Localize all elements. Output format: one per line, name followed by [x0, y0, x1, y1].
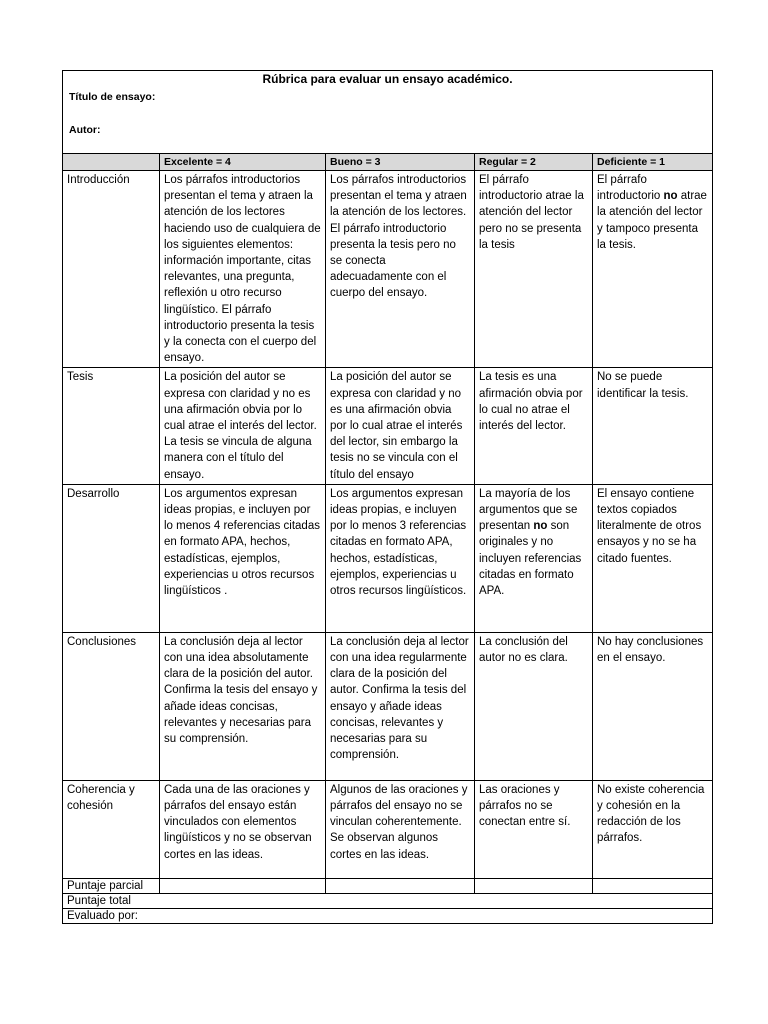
level-deficient: Deficiente = 1: [593, 154, 713, 171]
criterion-row-conclusions: [63, 632, 713, 780]
level-regular: Regular = 2: [475, 154, 593, 171]
descriptor-text: Algunos de las oraciones y párrafos del ensayo no se vinculan coherentemente. Se observan algunos cortes en las ideas.: [330, 783, 468, 861]
descriptor-text: Los argumentos expresan ideas propias, e incluyen por lo menos 3 referencias citadas en formato APA, hechos, estadísticas, ejemplos, experiencias u otros recursos lingüísticos.: [330, 487, 467, 598]
descriptor-cell: [475, 171, 593, 368]
descriptor-text: El párrafo introductorio: [597, 174, 664, 203]
descriptor-cell: [160, 171, 326, 368]
descriptor-cell: [326, 632, 475, 780]
criterion-label: Introducción: [63, 171, 160, 368]
descriptor-text: La conclusión del autor no es clara.: [479, 635, 568, 665]
essay-title-label: Título de ensayo:: [69, 91, 156, 103]
header-cell: [63, 71, 713, 154]
document-title: Rúbrica para evaluar un ensayo académico.: [262, 72, 513, 86]
criterion-row-thesis: [63, 368, 713, 484]
descriptor-text: Los párrafos introductorios presentan el tema y atraen la atención de los lectores. El párrafo introductorio presenta la tesis pero no se conecta adecuadamente con el cuerpo del ensayo.: [330, 174, 467, 300]
criterion-label: Conclusiones: [63, 632, 160, 780]
partial-score-cell: [160, 878, 326, 893]
emphasis-text: no: [533, 520, 548, 533]
levels-corner-cell: [63, 154, 160, 171]
criterion-label: Coherencia y cohesión: [63, 780, 160, 878]
descriptor-text: Los argumentos expresan ideas propias, e incluyen por lo menos 4 referencias citadas en formato APA, hechos, estadísticas, ejemplos, experiencias u otros recursos lingüísticos .: [164, 487, 320, 598]
total-score-row: [63, 893, 713, 908]
descriptor-cell: [326, 780, 475, 878]
descriptor-text: No existe coherencia y cohesión en la redacción de los párrafos.: [597, 783, 705, 845]
descriptor-cell: [593, 484, 713, 632]
descriptor-cell: [326, 171, 475, 368]
rubric-table: [62, 70, 713, 924]
descriptor-cell: [475, 632, 593, 780]
level-good: Bueno = 3: [326, 154, 475, 171]
partial-score-label: Puntaje parcial: [63, 878, 160, 893]
descriptor-text: Cada una de las oraciones y párrafos del ensayo están vinculados con elementos lingüísticos y no se observan cortes en las ideas.: [164, 783, 312, 861]
descriptor-cell: [160, 368, 326, 484]
author-label: Autor:: [69, 124, 101, 136]
descriptor-cell: [475, 368, 593, 484]
total-score-label: Puntaje total: [63, 893, 713, 908]
descriptor-text: El párrafo introductorio atrae la atención del lector pero no se presenta la tesis: [479, 174, 584, 251]
descriptor-text: La conclusión deja al lector con una idea absolutamente clara de la posición del autor. Confirma la tesis del ensayo y añade ideas concisas, relevantes y necesarias para su comprensión.: [164, 635, 318, 746]
descriptor-cell: [593, 632, 713, 780]
level-excellent: Excelente = 4: [160, 154, 326, 171]
descriptor-text: son originales y no incluyen referencias citadas en formato APA.: [479, 520, 582, 598]
descriptor-text: La posición del autor se expresa con claridad y no es una afirmación obvia por lo cual atrae el interés del lector, sin embargo la tesis no se vincula con el título del ensayo: [330, 371, 463, 481]
evaluated-by-row: [63, 908, 713, 923]
descriptor-text: No hay conclusiones en el ensayo.: [597, 635, 704, 665]
partial-score-cell: [326, 878, 475, 893]
partial-score-cell: [475, 878, 593, 893]
criterion-label: Tesis: [63, 368, 160, 484]
descriptor-cell: [326, 484, 475, 632]
descriptor-text: No se puede identificar la tesis.: [597, 371, 689, 400]
descriptor-cell: [160, 484, 326, 632]
descriptor-text: La conclusión deja al lector con una idea regularmente clara de la posición del autor. Confirma la tesis del ensayo y añade ideas concisas, relevantes y necesarias para su comprensión.: [330, 635, 469, 762]
descriptor-text: La tesis es una afirmación obvia por lo cual no atrae el interés del lector.: [479, 371, 583, 433]
header-row: [63, 71, 713, 154]
descriptor-text: Los párrafos introductorios presentan el tema y atraen la atención de los lectores haciendo uso de cualquiera de los siguientes elementos: información importante, citas relevantes, una pregunta, reflexión u otro recurso lingüístico. El párrafo introductorio presenta la tesis y la conecta con el cuerpo del ensayo.: [164, 174, 321, 365]
descriptor-text: La posición del autor se expresa con claridad y no es una afirmación obvia por lo cual atrae el interés del lector. La tesis se vincula de alguna manera con el título del ensayo.: [164, 371, 317, 481]
descriptor-text: La mayoría de los argumentos que se presentan: [479, 487, 578, 533]
levels-row: [63, 154, 713, 171]
descriptor-text: Las oraciones y párrafos no se conectan entre sí.: [479, 783, 571, 829]
descriptor-cell: [160, 632, 326, 780]
criterion-row-development: [63, 484, 713, 632]
criterion-label: Desarrollo: [63, 484, 160, 632]
partial-score-cell: [593, 878, 713, 893]
emphasis-text: no: [663, 190, 678, 203]
criterion-row-coherence: [63, 780, 713, 878]
descriptor-cell: [326, 368, 475, 484]
descriptor-cell: [593, 171, 713, 368]
evaluated-by-label: Evaluado por:: [63, 908, 713, 923]
partial-score-row: [63, 878, 713, 893]
descriptor-cell: [593, 368, 713, 484]
descriptor-cell: [160, 780, 326, 878]
descriptor-text: El ensayo contiene textos copiados literalmente de otros ensayos y no se ha citado fuentes.: [597, 487, 702, 565]
descriptor-cell: [475, 780, 593, 878]
criterion-row-intro: [63, 171, 713, 368]
descriptor-text: atrae la atención del lector y tampoco presenta la tesis.: [597, 190, 707, 251]
descriptor-cell: [475, 484, 593, 632]
descriptor-cell: [593, 780, 713, 878]
